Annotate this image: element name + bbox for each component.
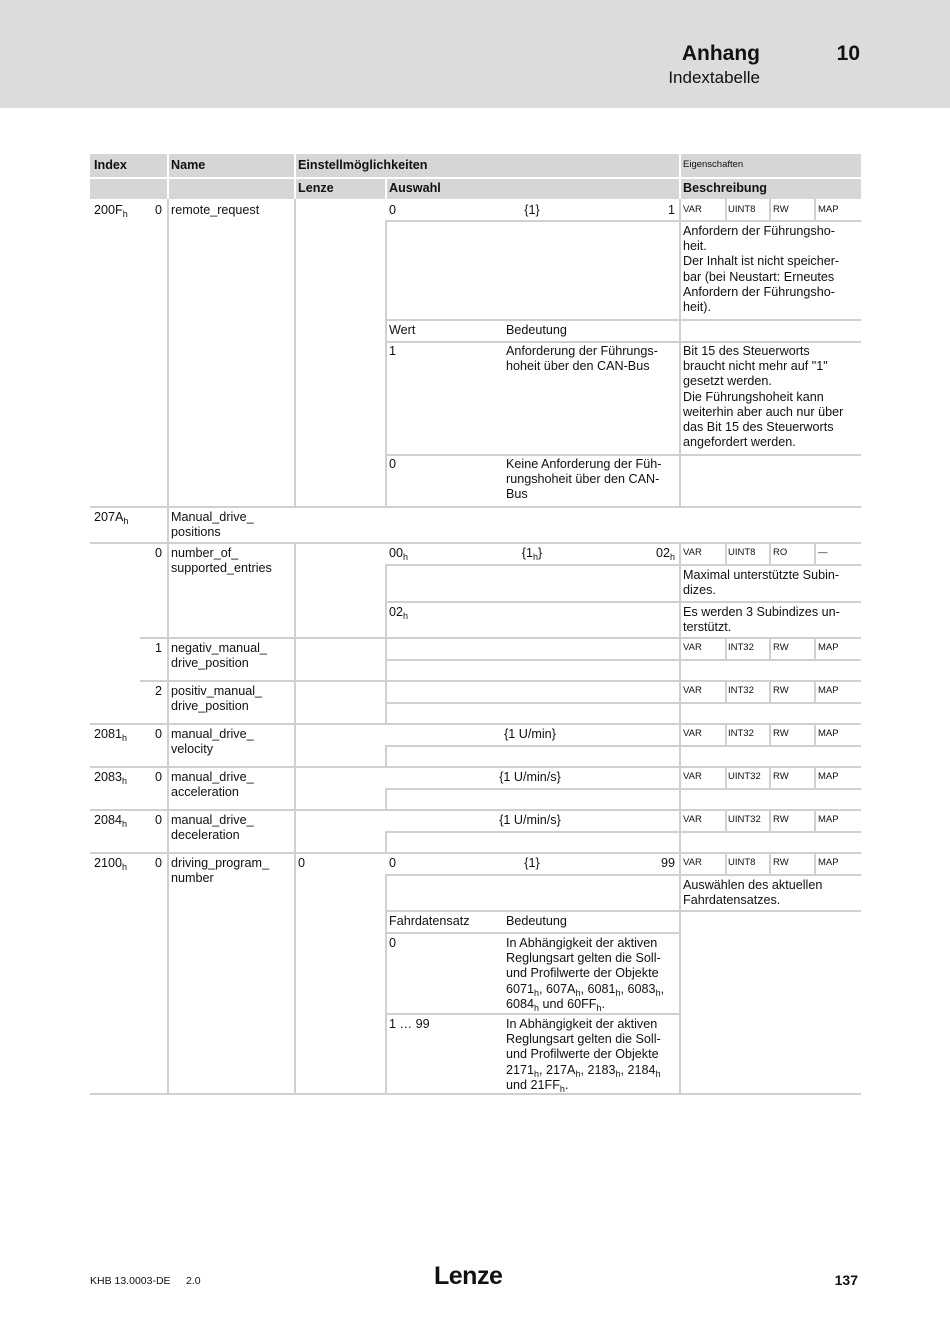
prop-type: VAR — [683, 857, 702, 868]
index-2100: $2100_h$ — [94, 856, 128, 872]
bedeutung-text: In Abhängigkeit der aktiven Reglungsart gelten die Soll- und Profilwerte der Objekte $6071_h$, $607A_h$, $6081_h$, $6083_h$, $6084_h$ und $60FF_h$. — [506, 936, 665, 1013]
subindex: 0 — [154, 727, 162, 741]
index-2083: $2083_h$ — [94, 770, 128, 786]
prop-map: MAP — [818, 728, 839, 739]
object-name: manual_drive_ deceleration — [171, 813, 254, 843]
subindex: 0 — [154, 813, 162, 827]
description: Anfordern der Führungsho- heit. Der Inhalt ist nicht speicher- bar (bei Neustart: Erneutes Anfordern der Führungsho- heit). — [683, 224, 840, 315]
range-max: 1 — [667, 203, 675, 217]
prop-type: VAR — [683, 685, 702, 696]
chapter-subtitle: Indextabelle — [668, 68, 760, 87]
index-2084: $2084_h$ — [94, 813, 128, 829]
prop-datatype: UINT32 — [728, 771, 761, 782]
prop-access: RW — [773, 814, 789, 825]
object-name: manual_drive_ acceleration — [171, 770, 254, 800]
col-eigenschaften: Eigenschaften — [683, 159, 744, 170]
object-name: manual_drive_ velocity — [171, 727, 254, 757]
prop-access: RW — [773, 771, 789, 782]
index-200F: $200F_h$ — [94, 203, 128, 219]
prop-map: MAP — [818, 814, 839, 825]
index-207A: $207A_h$ — [94, 510, 129, 526]
range-unit: {1 U/min/s} — [499, 813, 561, 827]
page-number: 137 — [834, 1272, 858, 1288]
range-max: 99 — [660, 856, 675, 870]
subindex: 0 — [154, 203, 162, 217]
lenze-default: 0 — [298, 856, 306, 870]
prop-access: RO — [773, 547, 788, 558]
fahrdatensatz-header: Fahrdatensatz — [389, 914, 470, 928]
wert-value: 1 — [389, 344, 397, 358]
prop-type: VAR — [683, 728, 702, 739]
object-name: negativ_manual_ drive_position — [171, 641, 267, 671]
prop-datatype: UINT8 — [728, 547, 756, 558]
prop-datatype: INT32 — [728, 642, 754, 653]
object-name: Manual_drive_ positions — [171, 510, 254, 540]
subindex: 0 — [154, 856, 162, 870]
value-description: Es werden 3 Subindizes un- terstützt. — [683, 605, 840, 635]
col-index: Index — [94, 158, 127, 172]
prop-map: MAP — [818, 857, 839, 868]
prop-map: — — [818, 547, 828, 558]
object-name: positiv_manual_ drive_position — [171, 684, 263, 714]
range-unit: $\{1_h\}$ — [521, 546, 543, 562]
col-einstell: Einstellmöglichkeiten — [298, 158, 428, 172]
prop-datatype: UINT8 — [728, 204, 756, 215]
prop-type: VAR — [683, 814, 702, 825]
subindex: 1 — [154, 641, 162, 655]
prop-access: RW — [773, 204, 789, 215]
prop-map: MAP — [818, 204, 839, 215]
col-name: Name — [171, 158, 206, 172]
range-unit: {1 U/min/s} — [499, 770, 561, 784]
bedeutung-header: Bedeutung — [506, 914, 567, 928]
subindex: 0 — [154, 546, 162, 560]
prop-map: MAP — [818, 642, 839, 653]
object-name: driving_program_ number — [171, 856, 270, 886]
wert-header: Wert — [389, 323, 416, 337]
value: $02_h$ — [389, 605, 409, 621]
bedeutung-header: Bedeutung — [506, 323, 567, 337]
prop-map: MAP — [818, 685, 839, 696]
description: Auswählen des aktuellen Fahrdatensatzes. — [683, 878, 823, 908]
chapter-title: Anhang — [681, 42, 760, 65]
col-auswahl: Auswahl — [389, 181, 441, 195]
bedeutung-text: In Abhängigkeit der aktiven Reglungsart gelten die Soll- und Profilwerte der Objekte $2171_h$, $217A_h$, $2183_h$, $2184_h$ und $21FF_h$. — [506, 1017, 661, 1094]
prop-datatype: INT32 — [728, 728, 754, 739]
col-beschreibung: Beschreibung — [683, 181, 767, 195]
range-unit: {1 U/min} — [504, 727, 556, 741]
fds-value: 0 — [389, 936, 397, 950]
lenze-logo: Lenze — [434, 1262, 503, 1290]
object-name: number_of_ supported_entries — [171, 546, 272, 576]
object-name: remote_request — [171, 203, 260, 217]
range-max: $02_h$ — [655, 546, 675, 562]
prop-type: VAR — [683, 547, 702, 558]
prop-map: MAP — [818, 771, 839, 782]
prop-access: RW — [773, 642, 789, 653]
bedeutung-text: Anforderung der Führungs- hoheit über den CAN-Bus — [506, 344, 658, 374]
prop-datatype: INT32 — [728, 685, 754, 696]
prop-type: VAR — [683, 642, 702, 653]
description: Maximal unterstützte Subin- dizes. — [683, 568, 840, 598]
range-min: $00_h$ — [389, 546, 409, 562]
range-unit: {1} — [524, 203, 540, 217]
subindex: 2 — [154, 684, 162, 698]
prop-datatype: UINT32 — [728, 814, 761, 825]
chapter-number: 10 — [836, 42, 860, 65]
range-min: 0 — [389, 203, 397, 217]
bedeutung-text: Keine Anforderung der Füh- rungshoheit über den CAN- Bus — [506, 457, 662, 502]
wert-description: Bit 15 des Steuerworts braucht nicht mehr auf "1" gesetzt werden. Die Führungshoheit kann weiterhin aber auch nur über das Bit 15 des Steuerworts angefordert werden. — [683, 344, 844, 450]
wert-value: 0 — [389, 457, 397, 471]
page-header — [0, 0, 950, 108]
index-2081: $2081_h$ — [94, 727, 128, 743]
fds-value: 1 … 99 — [389, 1017, 430, 1031]
range-unit: {1} — [524, 856, 540, 870]
prop-type: VAR — [683, 771, 702, 782]
doc-version: 2.0 — [186, 1275, 201, 1287]
prop-access: RW — [773, 685, 789, 696]
doc-number: KHB 13.0003-DE — [90, 1275, 171, 1287]
range-min: 0 — [389, 856, 397, 870]
prop-access: RW — [773, 857, 789, 868]
col-lenze: Lenze — [298, 181, 334, 195]
prop-datatype: UINT8 — [728, 857, 756, 868]
subindex: 0 — [154, 770, 162, 784]
table-header-row — [90, 154, 861, 177]
prop-type: VAR — [683, 204, 702, 215]
prop-access: RW — [773, 728, 789, 739]
